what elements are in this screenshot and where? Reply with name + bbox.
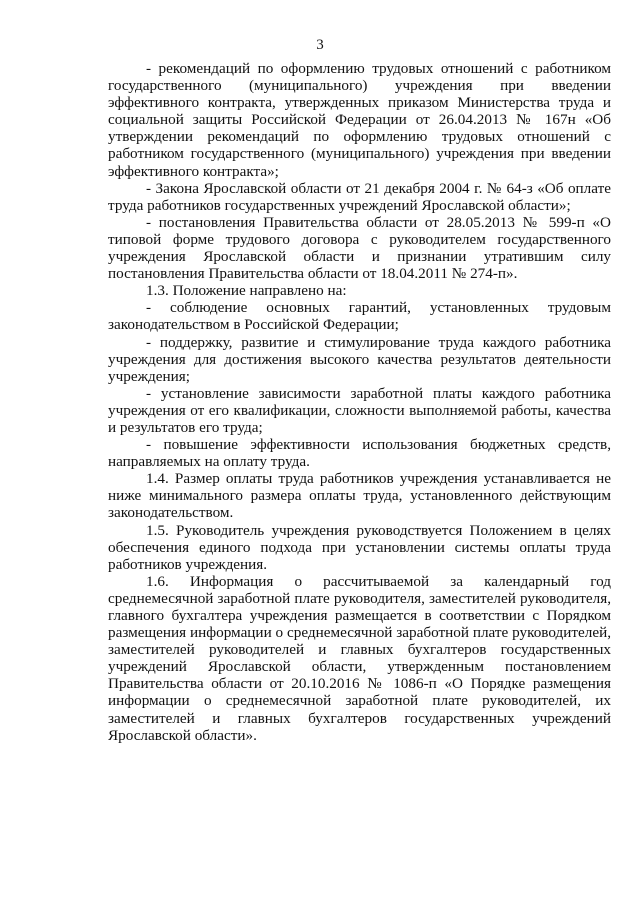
- paragraph-section-1-5: 1.5. Руководитель учреждения руководствуется Положением в целях обеспечения единого подхода при установлении системы оплаты труда работников учреждения.: [108, 521, 611, 573]
- page-number: 3: [316, 37, 324, 53]
- paragraph-salary-dependency: - установление зависимости заработной платы каждого работника учреждения от его квалификации, сложности выполняемой работы, качества и результатов его труда;: [108, 384, 611, 436]
- paragraph-section-1-6: 1.6. Информация о рассчитываемой за календарный год среднемесячной заработной плате руководителя, заместителей руководителя, главного бухгалтера учреждения размещается в соответствии с Порядком размещения информации о среднемесячной заработной плате руководителей, заместителей руководителей и главных бухгалтеров государственных учреждений Ярославской области, утвержденным постановлением Правительства области от 20.10.2016 № 1086-п «О Порядке размещения информации о среднемесячной заработной плате руководителей, их заместителей и главных бухгалтеров государственных учреждений Ярославской области».: [108, 572, 611, 744]
- paragraph-recommendations: - рекомендаций по оформлению трудовых отношений с работником государственного (муниципального) учреждения при введении эффективного контракта, утвержденных приказом Министерства труда и социальной защиты Российской Федерации от 26.04.2013 № 167н «Об утверждении рекомендаций по оформлению трудовых отношений с работником государственного (муниципального) учреждения при введении эффективного контракта»;: [108, 60, 611, 180]
- paragraph-efficiency: - повышение эффективности использования бюджетных средств, направляемых на оплату труда.: [108, 436, 611, 471]
- paragraph-government-resolution: - постановления Правительства области от 28.05.2013 № 599-п «О типовой форме трудового договора с руководителем государственного учреждения Ярославской области и признании утратившим силу постановления Правительства области от 18.04.2011 № 274-п».: [108, 213, 611, 283]
- paragraph-support: - поддержку, развитие и стимулирование труда каждого работника учреждения для достижения высокого качества результатов деятельности учреждения;: [108, 333, 611, 385]
- paragraph-regional-law: - Закона Ярославской области от 21 декабря 2004 г. № 64-з «Об оплате труда работников государственных учреждений Ярославской области»;: [108, 179, 611, 214]
- paragraph-guarantees: - соблюдение основных гарантий, установленных трудовым законодательством в Российской Федерации;: [108, 299, 611, 334]
- paragraph-section-1-3: 1.3. Положение направлено на:: [146, 282, 347, 300]
- document-body: [108, 60, 611, 744]
- paragraph-section-1-4: 1.4. Размер оплаты труда работников учреждения устанавливается не ниже минимального размера оплаты труда, установленного действующим законодательством.: [108, 470, 611, 522]
